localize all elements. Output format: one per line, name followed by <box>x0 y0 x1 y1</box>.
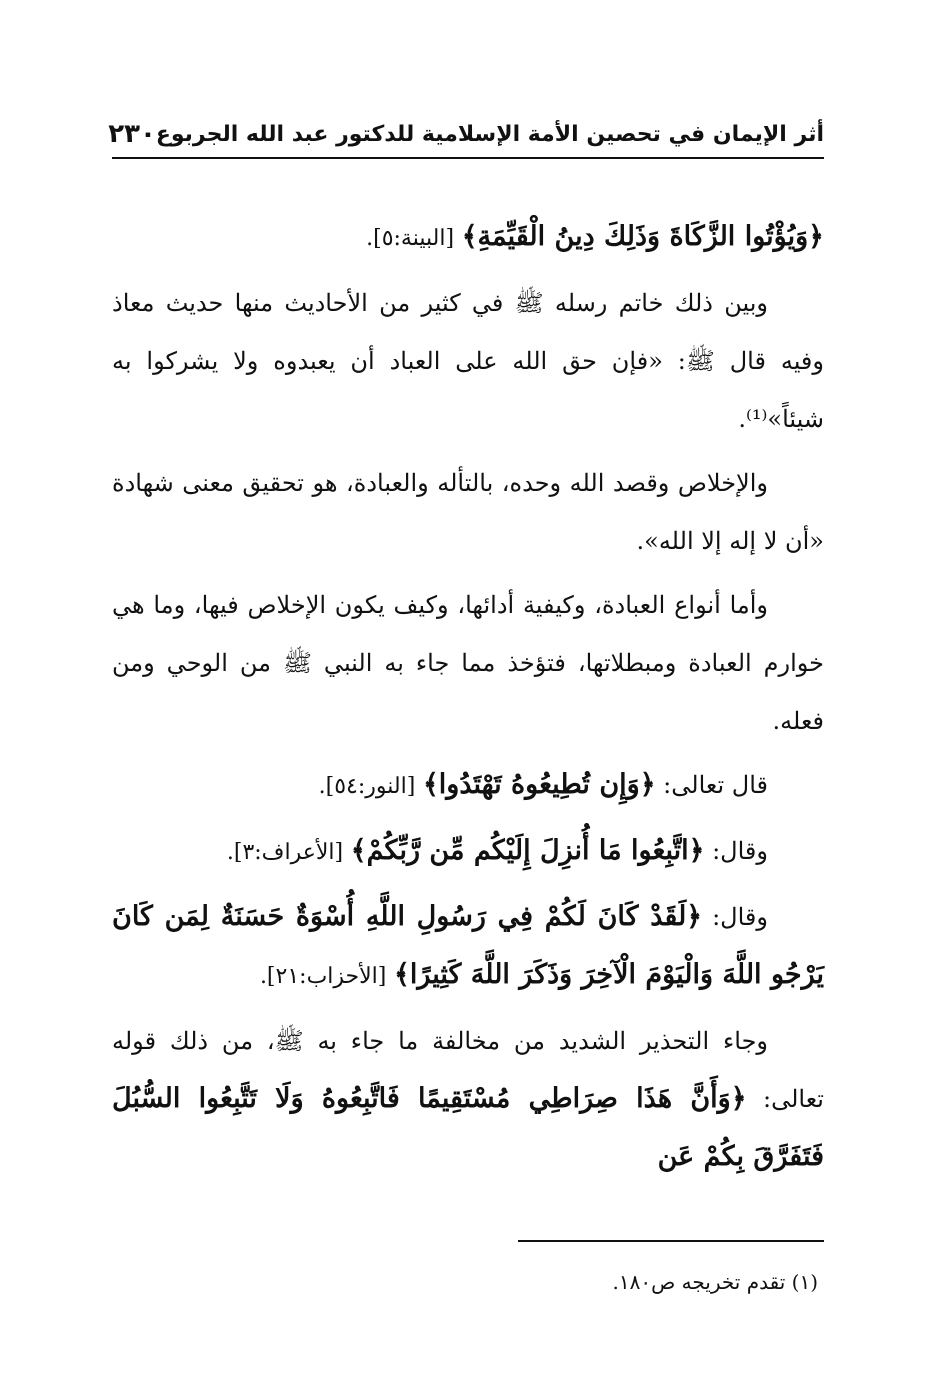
verse-reference: [النور:٥٤]. <box>318 774 416 799</box>
footnote <box>112 1262 818 1302</box>
paragraph-text: والإخلاص وقصد الله وحده، بالتأله والعبادة، هو تحقيق معنى شهادة «أن لا إله إلا الله». <box>112 469 824 555</box>
footnote-rule <box>518 1240 824 1242</box>
main-text <box>112 208 824 1192</box>
paragraph-2 <box>112 274 824 448</box>
quran-verse: ﴿وَأَنَّ هَذَا صِرَاطِي مُسْتَقِيمًا فَاتَّبِعُوهُ وَلَا تَتَّبِعُوا السُّبُلَ فَتَفَرَّقَ بِكُمْ عَن <box>112 1083 824 1172</box>
quran-verse: ﴿وَيُؤْتُوا الزَّكَاةَ وَذَلِكَ دِينُ الْقَيِّمَةِ﴾ <box>461 221 824 252</box>
paragraph-text: وبين ذلك خاتم رسله ﷺ في كثير من الأحاديث منها حديث معاذ وفيه قال ﷺ: «فإن حق الله على العباد أن يعبدوه ولا يشركوا به شيئاً»⁽¹⁾. <box>112 289 824 433</box>
quran-verse: ﴿لَقَدْ كَانَ لَكُمْ فِي رَسُولِ اللَّهِ أُسْوَةٌ حَسَنَةٌ لِمَن كَانَ يَرْجُو اللَّهَ وَالْيَوْمَ الْآخِرَ وَذَكَرَ اللَّهَ كَثِيرًا﴾ <box>112 901 824 990</box>
paragraph-1 <box>112 208 824 268</box>
paragraph-3 <box>112 454 824 570</box>
verse-intro: وقال: <box>712 903 768 931</box>
page-number: ٢٣٠ <box>108 119 156 149</box>
running-title: أثر الإيمان في تحصين الأمة الإسلامية للدكتور عبد الله الجربوع <box>155 121 824 147</box>
paragraph-6 <box>112 822 824 882</box>
verse-reference: [الأحزاب:٢١]. <box>259 964 387 989</box>
quran-verse: ﴿اتَّبِعُوا مَا أُنزِلَ إِلَيْكُم مِّن رَّبِّكُمْ﴾ <box>350 835 705 866</box>
paragraph-4 <box>112 576 824 750</box>
header-rule <box>112 157 824 159</box>
verse-reference: [البينة:٥]. <box>366 226 455 251</box>
paragraph-8 <box>112 1012 824 1186</box>
verse-intro: وقال: <box>712 837 768 865</box>
verse-intro: قال تعالى: <box>663 771 768 799</box>
verse-reference: [الأعراف:٣]. <box>226 840 344 865</box>
paragraph-text: وأما أنواع العبادة، وكيفية أدائها، وكيف يكون الإخلاص فيها، وما هي خوارم العبادة ومبطلاتها، فتؤخذ مما جاء به النبي ﷺ من الوحي ومن فعله. <box>112 591 824 735</box>
paragraph-7 <box>112 888 824 1006</box>
footnote-text: (١) تقدم تخريجه ص١٨٠. <box>612 1270 818 1294</box>
paragraph-text: وجاء التحذير الشديد من مخالفة ما جاء به ﷺ، من ذلك قوله تعالى: <box>112 1027 824 1113</box>
quran-verse: ﴿وَإِن تُطِيعُوهُ تَهْتَدُوا﴾ <box>422 769 656 800</box>
paragraph-5 <box>112 756 824 816</box>
page-header <box>108 112 824 156</box>
